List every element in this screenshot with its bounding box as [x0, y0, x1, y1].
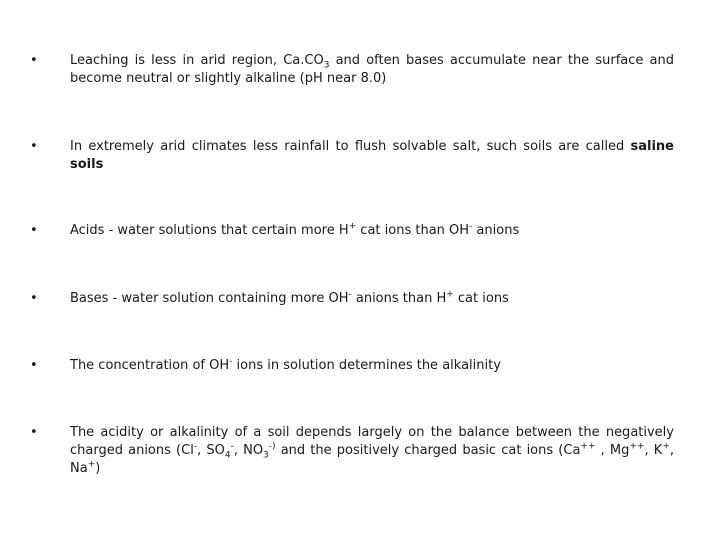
bullet-icon: • — [30, 53, 38, 68]
key-term: saline soils — [70, 139, 674, 172]
bullet-icon: • — [30, 139, 38, 154]
list-item — [30, 357, 680, 375]
list-item — [30, 52, 680, 88]
list-item — [30, 290, 680, 308]
list-item-text: Leaching is less in arid region, $Ca.CO_3$ and often bases accumulate near the surface and become neutral or slightly alkaline (pH near 8.0) — [70, 53, 674, 86]
list-item-text: The concentration of OH- ions in solution determines the alkalinity — [70, 356, 501, 373]
list-item-text: The acidity or alkalinity of a soil depends largely on the balance between the negatively charged anions (Cl-, $SO_4^-$, $NO_3^{-)}$ and the positively charged basic cat ions (Ca++ , Mg++, K+, Na+) — [70, 425, 674, 476]
bullet-icon: • — [30, 223, 38, 238]
list-item-text: Bases - water solution containing more OH- anions than H+ cat ions — [70, 289, 509, 306]
list-item — [30, 138, 680, 174]
list-item — [30, 222, 680, 240]
bullet-icon: • — [30, 291, 38, 306]
bullet-icon: • — [30, 358, 38, 373]
list-item-text: Acids - water solutions that certain more H+ cat ions than OH- anions — [70, 221, 520, 238]
bullet-icon: • — [30, 425, 38, 440]
list-item — [30, 424, 680, 478]
list-item-text: In extremely arid climates less rainfall to flush solvable salt, such soils are called saline soils — [70, 139, 674, 172]
